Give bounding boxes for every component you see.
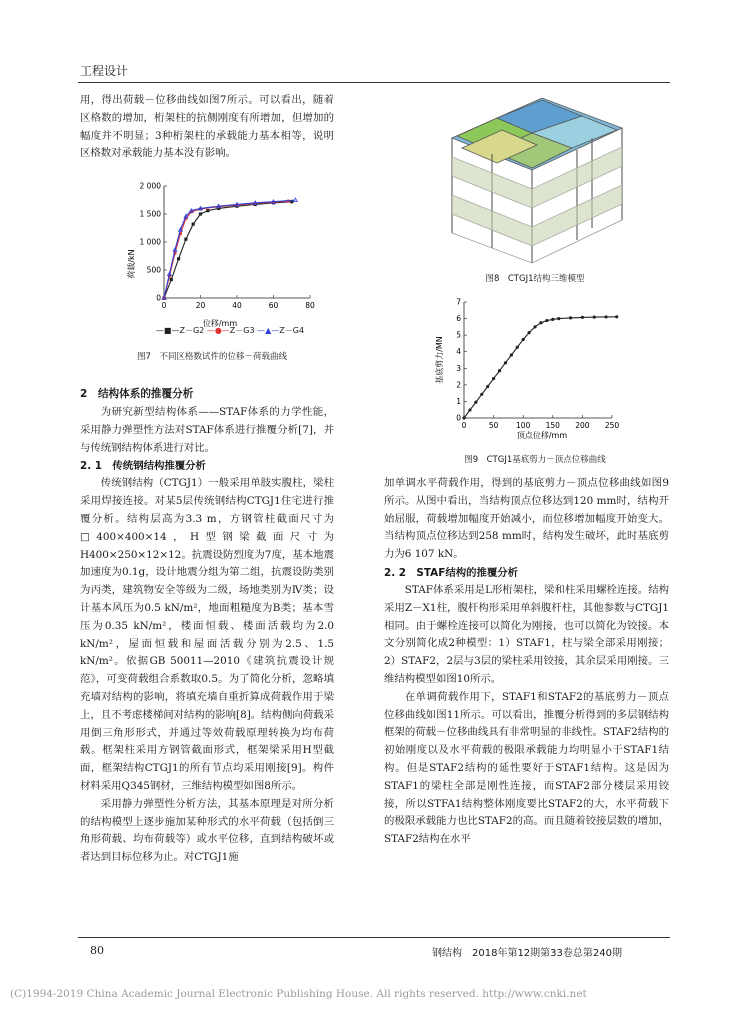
- fig7-ylabel: 荷载/kN: [127, 249, 136, 279]
- y-tick-label: 0: [456, 413, 461, 423]
- series-line-2: [164, 200, 295, 298]
- data-point: [170, 278, 173, 281]
- y-tick-label: 1 000: [139, 237, 161, 247]
- footer-rule: [78, 937, 670, 938]
- y-tick-label: 0: [156, 293, 161, 303]
- x-tick-label: 40: [232, 301, 242, 310]
- section-heading-2: 2 结构体系的推覆分析: [80, 388, 194, 400]
- fig7-legend-g2: Z－G2: [179, 326, 205, 335]
- figure-7-caption: 图7 不同区格数试件的位移－荷载曲线: [137, 352, 287, 362]
- data-point: [293, 198, 297, 202]
- series-line-0: [164, 202, 292, 298]
- data-point: [516, 346, 519, 349]
- left-column-body: [80, 385, 334, 867]
- running-header: 工程设计: [80, 64, 129, 78]
- data-point: [528, 331, 531, 334]
- data-point: [199, 212, 202, 215]
- x-tick-label: 0: [161, 301, 167, 310]
- figure-7-chart: [120, 178, 350, 338]
- y-tick-label: 3: [456, 363, 461, 373]
- x-tick-label: 100: [516, 421, 531, 430]
- legend-line-icon: —▲—: [257, 326, 280, 335]
- data-point: [581, 316, 584, 319]
- x-tick-label: 80: [305, 301, 315, 310]
- legend-line-icon: —■—: [155, 326, 180, 335]
- x-tick-label: 0: [461, 421, 467, 430]
- y-tick-label: 2 000: [139, 181, 161, 191]
- data-point: [498, 369, 501, 372]
- paragraph-intro: 用，得出荷载－位移曲线如图7所示。可以看出，随着区格数的增加，桁架柱的抗侧刚度有所增加，但增加的幅度并不明显；3种桁架柱的承载能力基本相等，说明区格数对承载能力基本没有影响。: [80, 94, 334, 160]
- paragraph-2: 为研究新型结构体系——STAF体系的力学性能，采用静力弹塑性方法对STAF体系进行推覆分析[7]，并与传统钢结构体系进行对比。: [80, 406, 334, 454]
- figure-9-caption: 图9 CTGJ1基底剪力－顶点位移曲线: [464, 455, 606, 465]
- data-point: [569, 316, 572, 319]
- legend-line-icon: —●—: [206, 326, 230, 335]
- data-point: [593, 315, 596, 318]
- data-point: [545, 319, 548, 322]
- data-point: [184, 238, 187, 241]
- data-point: [533, 325, 536, 328]
- subsection-heading-2-1: 2. 1 传统钢结构推覆分析: [80, 460, 206, 473]
- data-point: [551, 318, 554, 321]
- x-tick-label: 50: [488, 421, 499, 430]
- figure-7-legend: [150, 325, 310, 336]
- data-point: [615, 315, 618, 318]
- fig9-xlabel: 顶点位移/mm: [516, 431, 568, 440]
- data-point: [462, 416, 465, 419]
- data-point: [557, 317, 560, 320]
- paragraph-r-c: 在单调荷载作用下，STAF1和STAF2的基底剪力－顶点位移曲线如图11所示。可以看出，推覆分析得到的多层钢结构框架的荷载－位移曲线具有非常明显的非线性。STAF2结构的初始刚度以及水平荷载的极限承载能力均明显小于STAF1结构。但是STAF2结构的延性要好于STAF1结构。这是因为STAF1的梁柱全部是刚性连接，而STAF2部分楼层采用铰接，所以STFA1结构整体刚度要比STAF2的大，水平荷载下的极限承载能力也比STAF2的高。而且随着铰接层数的增加，STAF2结构在水平: [384, 690, 669, 846]
- header-rule: [78, 82, 670, 83]
- paragraph-r-b: STAF体系采用是L形桁架柱，梁和柱采用螺栓连接。结构采用Z－X1柱，腹杆构形采用单斜腹杆柱，其他参数与CTGJ1相同。由于螺栓连接可以简化为刚接，也可以简化为铰接。本文分别简化成2种模型：1）STAF1，柱与梁全部采用刚接；2）STAF2，2层与3层的梁柱采用铰接，其余层采用刚接。三维结构模型如图10所示。: [384, 583, 669, 685]
- figure-8-3d-model: [432, 88, 632, 268]
- paragraph-2-1a: 传统钢结构（CTGJ1）一般采用单肢实腹柱，梁柱采用焊接连接。对某5层传统钢结构CTGJ1住宅进行推覆分析。结构层高为3.3 m，方钢管柱截面尺寸为□400×400×14，H型钢梁截面尺寸为H400×250×12×12。抗震设防烈度为7度，基本地震加速度为0.1g，设计地震分组为第二组，抗震设防类别为丙类，建筑物安全等级为二级，场地类别为Ⅳ类；设计基本风压为0.5 kN/m²，地面粗糙度为B类；基本雪压为0.35 kN/m²，楼面恒载、楼面活载均为2.0 kN/m²，屋面恒载和屋面活载分别为2.5、1.5 kN/m²。依据GB 50011—2010《建筑抗震设计规范》，可变荷载组合系数取0.5。为了简化分析，忽略填充墙对结构的影响，将填充墙自重折算成荷载作用于梁上，且不考虑楼梯间对结构的影响[8]。结构侧向荷载采用倒三角形形式，并通过等效荷载原理转换为均布荷载。框架柱采用方钢管截面形式，框架梁采用H型截面，框架结构CTGJ1的所有节点均采用刚接[9]。构件材料采用Q345钢材，三维结构模型如图8所示。: [80, 477, 334, 792]
- y-tick-label: 5: [456, 330, 461, 340]
- paragraph-r-a: 加单调水平荷载作用，得到的基底剪力－顶点位移曲线如图9所示。从图中看出，当结构顶点位移达到120 mm时，结构开始屈服，荷载增加幅度开始减小，而位移增加幅度开始变大。当结构顶点位移达到258 mm时，结构发生破坏，此时基底剪力为6 107 kN。: [384, 477, 669, 561]
- right-column-body: [384, 475, 669, 849]
- x-tick-label: 20: [195, 301, 206, 310]
- y-tick-label: 2: [456, 380, 461, 390]
- figure-9-chart: [432, 292, 632, 442]
- fig7-legend-g3: Z－G3: [229, 326, 255, 335]
- y-tick-label: 6: [456, 314, 461, 324]
- fig7-legend-g4: Z－G4: [279, 326, 305, 335]
- fig9-ylabel: 基底剪力/MN: [435, 336, 444, 384]
- y-tick-label: 7: [456, 297, 461, 307]
- x-tick-label: 200: [575, 421, 590, 430]
- y-tick-label: 1 500: [139, 209, 161, 219]
- figure-8-caption: 图8 CTGJ1结构三维模型: [485, 274, 585, 284]
- series-line-0: [464, 317, 617, 418]
- data-point: [522, 338, 525, 341]
- y-tick-label: 4: [456, 347, 461, 357]
- paragraph-2-1b: 采用静力弹塑性分析方法，其基本原理是对所分析的结构模型上逐步施加某种形式的水平荷载（包括倒三角形荷载、均布荷载等）或水平位移，直到结构破坏或者达到目标位移为止。对CTGJ1施: [80, 797, 334, 864]
- x-tick-label: 60: [268, 301, 279, 310]
- data-point: [492, 377, 495, 380]
- data-point: [474, 401, 477, 404]
- left-column-top: [80, 92, 334, 163]
- data-point: [486, 385, 489, 388]
- page-number: 80: [90, 944, 104, 957]
- fig7-xlabel: 位移/mm: [202, 319, 238, 328]
- data-point: [192, 222, 195, 225]
- x-tick-label: 250: [604, 421, 620, 430]
- data-point: [468, 408, 471, 411]
- copyright-line: (C)1994-2019 China Academic Journal Electronic Publishing House. All rights reserved. http://www.cnki.net: [10, 988, 587, 1000]
- data-point: [510, 353, 513, 356]
- data-point: [504, 361, 507, 364]
- x-tick-label: 150: [545, 421, 560, 430]
- data-point: [604, 315, 607, 318]
- y-tick-label: 1: [456, 396, 461, 406]
- data-point: [177, 257, 180, 260]
- data-point: [539, 321, 542, 324]
- journal-info: 钢结构 2018年第12期第33卷总第240期: [432, 948, 622, 959]
- data-point: [206, 209, 209, 212]
- data-point: [480, 393, 483, 396]
- subsection-heading-2-2: 2. 2 STAF结构的推覆分析: [384, 566, 519, 579]
- y-tick-label: 500: [146, 265, 161, 275]
